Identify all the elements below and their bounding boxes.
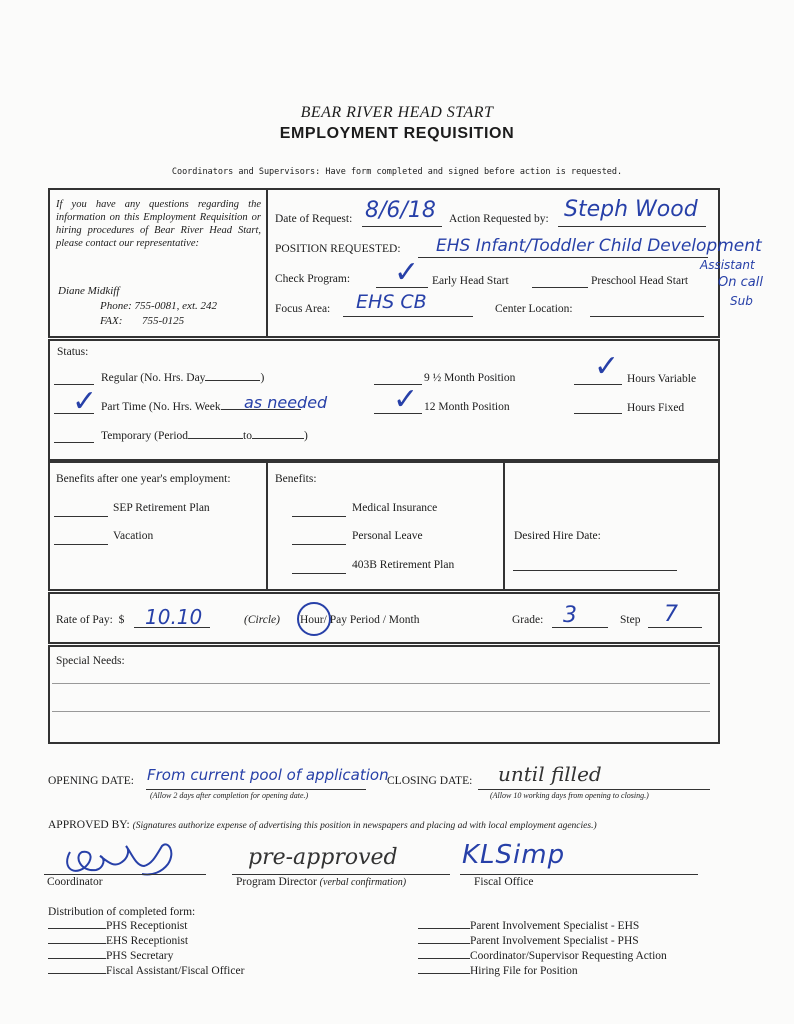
pay-unit-label: Hour/ Pay Period / Month — [300, 614, 420, 626]
medical-check-line — [292, 516, 346, 517]
step-value[interactable]: 7 — [664, 602, 678, 627]
dist-right-1: Parent Involvement Specialist - EHS — [418, 920, 639, 932]
dist-right-4: Hiring File for Position — [418, 965, 578, 977]
director-line — [232, 874, 450, 875]
personal-label: Personal Leave — [352, 530, 423, 542]
approved-by-line: APPROVED BY: (Signatures authorize expense of advertising this position in newspapers and placing ad with local employment agencies.) — [48, 819, 597, 831]
twelve-label: 12 Month Position — [424, 401, 510, 413]
grade-line — [552, 627, 608, 628]
opening-date-note: (Allow 2 days after completion for opening date.) — [150, 791, 309, 800]
contact-phone: Phone: 755-0081, ext. 242 — [100, 300, 217, 312]
regular-label: Regular (No. Hrs. Day ) — [101, 372, 265, 384]
dist-left-3: PHS Secretary — [48, 950, 173, 962]
position-value[interactable]: EHS Infant/Toddler Child Development — [436, 236, 762, 256]
retirement-check-line — [292, 573, 346, 574]
sep-label: SEP Retirement Plan — [113, 502, 210, 514]
position-note-1: Assistant — [700, 258, 755, 272]
action-requested-value[interactable]: Steph Wood — [564, 197, 698, 222]
grade-label: Grade: — [512, 614, 544, 626]
coordinator-label: Coordinator — [47, 876, 103, 888]
coordinator-line — [44, 874, 206, 875]
vacation-label: Vacation — [113, 530, 154, 542]
temporary-check-line — [54, 442, 94, 443]
focus-line — [343, 316, 473, 317]
special-needs-line-2 — [52, 711, 710, 712]
circle-label: (Circle) — [244, 614, 280, 626]
dist-left-1: PHS Receptionist — [48, 920, 187, 932]
check-program-label: Check Program: — [275, 273, 351, 285]
opening-line — [146, 789, 366, 790]
closing-date-label: CLOSING DATE: — [387, 775, 473, 787]
focus-area-value[interactable]: EHS CB — [356, 291, 427, 313]
position-note-3: Sub — [730, 294, 753, 308]
director-label: Program Director (verbal confirmation) — [236, 876, 407, 888]
dist-right-3: Coordinator/Supervisor Requesting Action — [418, 950, 667, 962]
personal-check-line — [292, 544, 346, 545]
director-signature: pre-approved — [248, 845, 398, 870]
benefits-after-label: Benefits after one year's employment: — [56, 473, 231, 485]
variable-label: Hours Variable — [627, 373, 697, 385]
hire-date-label: Desired Hire Date: — [514, 530, 601, 542]
position-line — [418, 257, 708, 258]
part-time-label: Part Time (No. Hrs. Week — [101, 401, 301, 413]
action-line — [558, 226, 706, 227]
opening-date-label: OPENING DATE: — [48, 775, 134, 787]
dist-left-4: Fiscal Assistant/Fiscal Officer — [48, 965, 244, 977]
closing-date-note: (Allow 10 working days from opening to closing.) — [490, 791, 649, 800]
phs-label: Preschool Head Start — [591, 275, 689, 287]
benefits-divider-1 — [266, 461, 268, 589]
distribution-label: Distribution of completed form: — [48, 906, 196, 918]
variable-check-mark[interactable]: ✓ — [594, 349, 620, 384]
center-line — [590, 316, 704, 317]
opening-date-value[interactable]: From current pool of application — [147, 766, 389, 784]
form-instruction: Coordinators and Supervisors: Have form completed and signed before action is requested. — [171, 167, 623, 177]
rate-of-pay-value[interactable]: 10.10 — [145, 605, 203, 629]
grade-value[interactable]: 3 — [563, 603, 577, 628]
closing-date-value[interactable]: until filled — [498, 762, 602, 786]
rate-of-pay-label: Rate of Pay: $ — [56, 614, 125, 626]
dist-right-2: Parent Involvement Specialist - PHS — [418, 935, 639, 947]
fiscal-label: Fiscal Office — [474, 876, 534, 888]
center-location-label: Center Location: — [495, 303, 573, 315]
org-name: BEAR RIVER HEAD START — [300, 104, 494, 121]
hire-date-line — [513, 570, 677, 571]
dist-left-2: EHS Receptionist — [48, 935, 188, 947]
medical-label: Medical Insurance — [352, 502, 438, 514]
twelve-check-mark[interactable]: ✓ — [393, 382, 419, 417]
benefits-divider-2 — [503, 461, 505, 589]
phs-check-line — [532, 287, 588, 288]
part-time-value[interactable]: as needed — [244, 393, 328, 412]
form-title: EMPLOYMENT REQUISITION — [279, 125, 515, 142]
contact-divider — [266, 188, 268, 336]
step-label: Step — [620, 614, 641, 626]
date-of-request-label: Date of Request: — [275, 213, 353, 225]
step-line — [648, 627, 702, 628]
part-time-check-mark[interactable]: ✓ — [72, 384, 98, 419]
variable-check-line — [574, 384, 622, 385]
date-line — [362, 226, 442, 227]
closing-line — [478, 789, 710, 790]
fiscal-signature: KLSimp — [462, 840, 566, 870]
nine-half-label: 9 ½ Month Position — [424, 372, 516, 384]
temporary-label: Temporary (Period to ) — [101, 430, 308, 442]
focus-area-label: Focus Area: — [275, 303, 331, 315]
fiscal-line — [460, 874, 698, 875]
special-needs-label: Special Needs: — [56, 655, 125, 667]
position-label: POSITION REQUESTED: — [275, 243, 401, 255]
sep-check-line — [54, 516, 108, 517]
benefits-label: Benefits: — [275, 473, 317, 485]
contact-name: Diane Midkiff — [58, 285, 120, 297]
status-label: Status: — [57, 346, 89, 358]
status-box — [48, 339, 720, 461]
contact-text: If you have any questions regarding the information on this Employment Requisition or hiring procedures of Bear River Head Start, please contact our representative: — [56, 199, 261, 249]
contact-fax: FAX: 755-0125 — [100, 315, 185, 327]
ehs-label: Early Head Start — [432, 275, 509, 287]
fixed-label: Hours Fixed — [627, 402, 685, 414]
special-needs-line-1 — [52, 683, 710, 684]
retirement-label: 403B Retirement Plan — [352, 559, 455, 571]
vacation-check-line — [54, 544, 108, 545]
position-note-2: On call — [718, 275, 763, 290]
action-requested-label: Action Requested by: — [449, 213, 549, 225]
fixed-check-line — [574, 413, 622, 414]
special-needs-box — [48, 645, 720, 744]
ehs-check-mark[interactable]: ✓ — [394, 255, 420, 290]
date-of-request-value[interactable]: 8/6/18 — [365, 198, 436, 223]
